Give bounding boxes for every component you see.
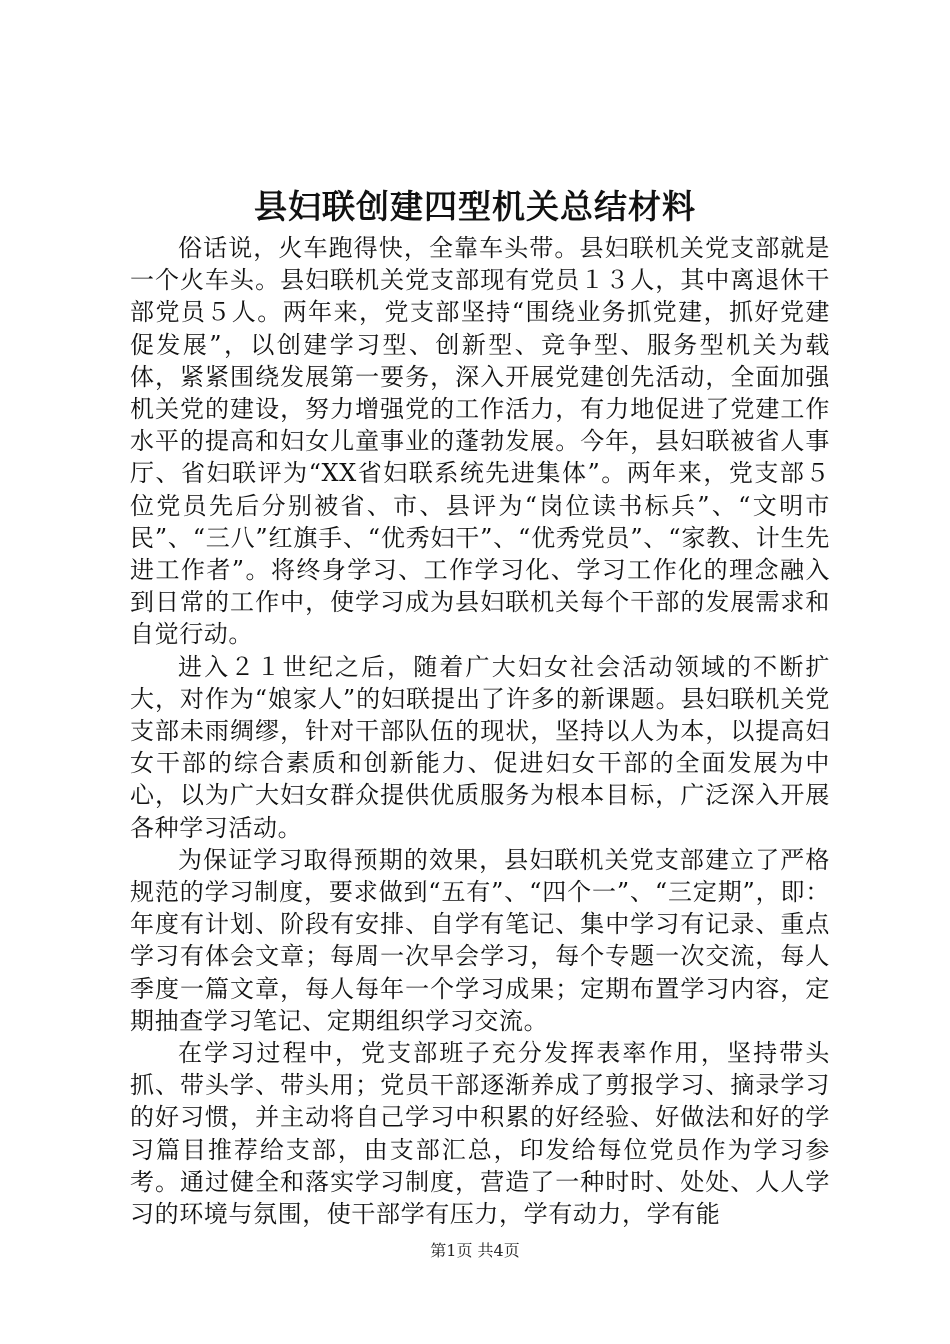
paragraph-4: 在学习过程中，党支部班子充分发挥表率作用，坚持带头抓、带头学、带头用；党员干部逐渐养成了剪报学习、摘录学习的好习惯，并主动将自己学习中积累的好经验、好做法和好的学习篇目推荐给支部，由支部汇总，印发给每位党员作为学习参考。通过健全和落实学习制度，营造了一种时时、处处、人人学习的环境与氛围，使干部学有压力，学有动力，学有能 <box>130 1039 830 1229</box>
document-body <box>130 232 830 1230</box>
document-title: 县妇联创建四型机关总结材料 <box>254 187 696 226</box>
paragraph-3: 为保证学习取得预期的效果，县妇联机关党支部建立了严格规范的学习制度，要求做到“五有”、“四个一”、“三定期”，即：年度有计划、阶段有安排、自学有笔记、集中学习有记录、重点学习有体会文章；每周一次早会学习，每个专题一次交流，每人季度一篇文章，每人每年一个学习成果；定期布置学习内容，定期抽查学习笔记、定期组织学习交流。 <box>130 845 830 1035</box>
paragraph-2: 进入２１世纪之后，随着广大妇女社会活动领域的不断扩大，对作为“娘家人”的妇联提出了许多的新课题。县妇联机关党支部未雨绸缪，针对干部队伍的现状，坚持以人为本，以提高妇女干部的综合素质和创新能力、促进妇女干部的全面发展为中心，以为广大妇女群众提供优质服务为根本目标，广泛深入开展各种学习活动。 <box>130 652 830 842</box>
paragraph-1: 俗话说，火车跑得快，全靠车头带。县妇联机关党支部就是一个火车头。县妇联机关党支部现有党员１３人，其中离退休干部党员５人。两年来，党支部坚持“围绕业务抓党建，抓好党建促发展”，以创建学习型、创新型、竞争型、服务型机关为载体，紧紧围绕发展第一要务，深入开展党建创先活动，全面加强机关党的建设，努力增强党的工作活力，有力地促进了党建工作水平的提高和妇女儿童事业的蓬勃发展。今年，县妇联被省人事厅、省妇联评为“XX省妇联系统先进集体”。两年来，党支部５位党员先后分别被省、市、县评为“岗位读书标兵”、“文明市民”、“三八”红旗手、“优秀妇干”、“优秀党员”、“家教、计生先进工作者”。将终身学习、工作学习化、学习工作化的理念融入到日常的工作中，使学习成为县妇联机关每个干部的发展需求和自觉行动。 <box>130 234 830 649</box>
page-footer: 第1页 共4页 <box>430 1241 520 1260</box>
